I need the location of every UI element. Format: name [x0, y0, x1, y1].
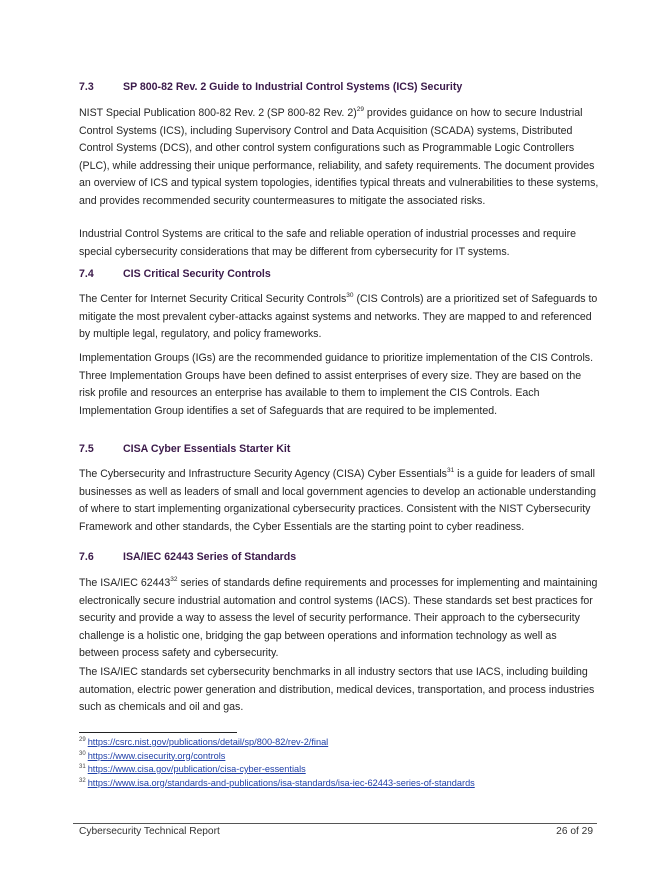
- paragraph-text: The Center for Internet Security Critical Security Controls: [79, 293, 347, 305]
- footer-title: Cybersecurity Technical Report: [79, 826, 220, 837]
- paragraph-text: The Cybersecurity and Infrastructure Security Agency (CISA) Cyber Essentials: [79, 468, 447, 480]
- paragraph: Implementation Groups (IGs) are the recommended guidance to prioritize implementation of the CIS Controls. Three Implementation Groups have been defined to assist enterprises of every size. They are based on the risk profile and resources an enterprise has available to them to implement the CIS Controls. Each Implementation Group identifies a set of Safeguards that are required to be implemented.: [79, 352, 594, 417]
- section-heading-7-3: [79, 81, 462, 93]
- paragraph-text: The ISA/IEC 62443: [79, 577, 171, 589]
- section-title: ISA/IEC 62443 Series of Standards: [123, 551, 297, 563]
- paragraph-text: (CIS Controls) are a prioritized set of Safeguards to mitigate the most prevalent cyber-attacks against systems and networks. They are mapped to and referenced by multiple legal, regulatory, and policy frameworks.: [79, 293, 598, 341]
- section-number: 7.3: [79, 81, 94, 93]
- paragraph: [79, 105, 599, 211]
- footnote-ref[interactable]: 30: [346, 292, 354, 299]
- section-number: 7.4: [79, 268, 94, 280]
- footnote-link[interactable]: https://www.cisecurity.org/controls: [87, 750, 226, 761]
- footnote-item: [79, 750, 475, 764]
- page-number: 26 of 29: [556, 826, 593, 837]
- footnote-link[interactable]: https://csrc.nist.gov/publications/detail/sp/800-82/rev-2/final: [87, 737, 329, 747]
- section-heading-7-6: [79, 551, 296, 563]
- footnote-separator: [79, 732, 237, 733]
- footer-divider: [73, 823, 597, 824]
- paragraph: [79, 291, 599, 344]
- paragraph: The ISA/IEC standards set cybersecurity benchmarks in all industry sectors that use IACS, including building automation, electric power generation and distribution, medical devices, transportation, and process industries such as chemicals and oil and gas.: [79, 666, 595, 714]
- section-number: 7.6: [79, 551, 94, 563]
- footnotes: [79, 736, 475, 790]
- footnote-ref[interactable]: 32: [170, 576, 178, 583]
- paragraph-text: NIST Special Publication 800-82 Rev. 2 (SP 800-82 Rev. 2): [79, 107, 357, 119]
- paragraph: Industrial Control Systems are critical to the safe and reliable operation of industrial processes and require special cybersecurity considerations that may be different from cybersecurity for IT systems.: [79, 228, 576, 258]
- paragraph: [79, 466, 599, 536]
- section-heading-7-5: [79, 443, 290, 455]
- footnote-number: 29: [79, 737, 86, 743]
- footnote-number: 32: [79, 777, 86, 784]
- footnote-item: [79, 736, 475, 750]
- section-title: CISA Cyber Essentials Starter Kit: [123, 443, 291, 455]
- section-title: SP 800-82 Rev. 2 Guide to Industrial Control Systems (ICS) Security: [123, 81, 463, 93]
- footnote-ref[interactable]: 29: [356, 106, 364, 113]
- paragraph-text: series of standards define requirements and processes for implementing and maintaining electronically secure industrial automation and control systems (IACS). These standards set best practices for security and provide a way to assess the level of security performance. Their approach to the cybersecurity challenge is a holistic one, bridging the gap between operations and information technology as well as between process safety and cybersecurity.: [79, 577, 598, 660]
- footnote-item: [79, 763, 475, 777]
- footnote-ref[interactable]: 31: [446, 467, 455, 474]
- footnote-number: 31: [79, 764, 86, 770]
- section-heading-7-4: [79, 268, 271, 280]
- paragraph-text: is a guide for leaders of small businesses as well as leaders of small and local government agencies to develop an actionable understanding of where to start implementing organizational cybersecurity practices. Consistent with the NIST Cybersecurity Framework and other standards, the Cyber Essentials are the starting point to cyber readiness.: [79, 468, 597, 533]
- footnote-item: [79, 777, 475, 791]
- section-number: 7.5: [79, 443, 94, 455]
- section-title: CIS Critical Security Controls: [123, 268, 271, 280]
- paragraph-text: provides guidance on how to secure Industrial Control Systems (ICS), including Supervisory Control and Data Acquisition (SCADA) systems, Distributed Control Systems (DCS), and other control system configurations such as Programmable Logic Controllers (PLC), while addressing their unique performance, reliability, and safety requirements. The document provides an overview of ICS and typical system topologies, identifies typical threats and vulnerabilities to these systems, and provides recommended security countermeasures to mitigate the associated risks.: [79, 107, 599, 207]
- footnote-number: 30: [79, 750, 86, 757]
- footnote-link[interactable]: https://www.isa.org/standards-and-publications/isa-standards/isa-iec-62443-series-of-standards: [87, 777, 475, 788]
- paragraph: [79, 575, 599, 663]
- footnote-link[interactable]: https://www.cisa.gov/publication/cisa-cyber-essentials: [87, 764, 306, 774]
